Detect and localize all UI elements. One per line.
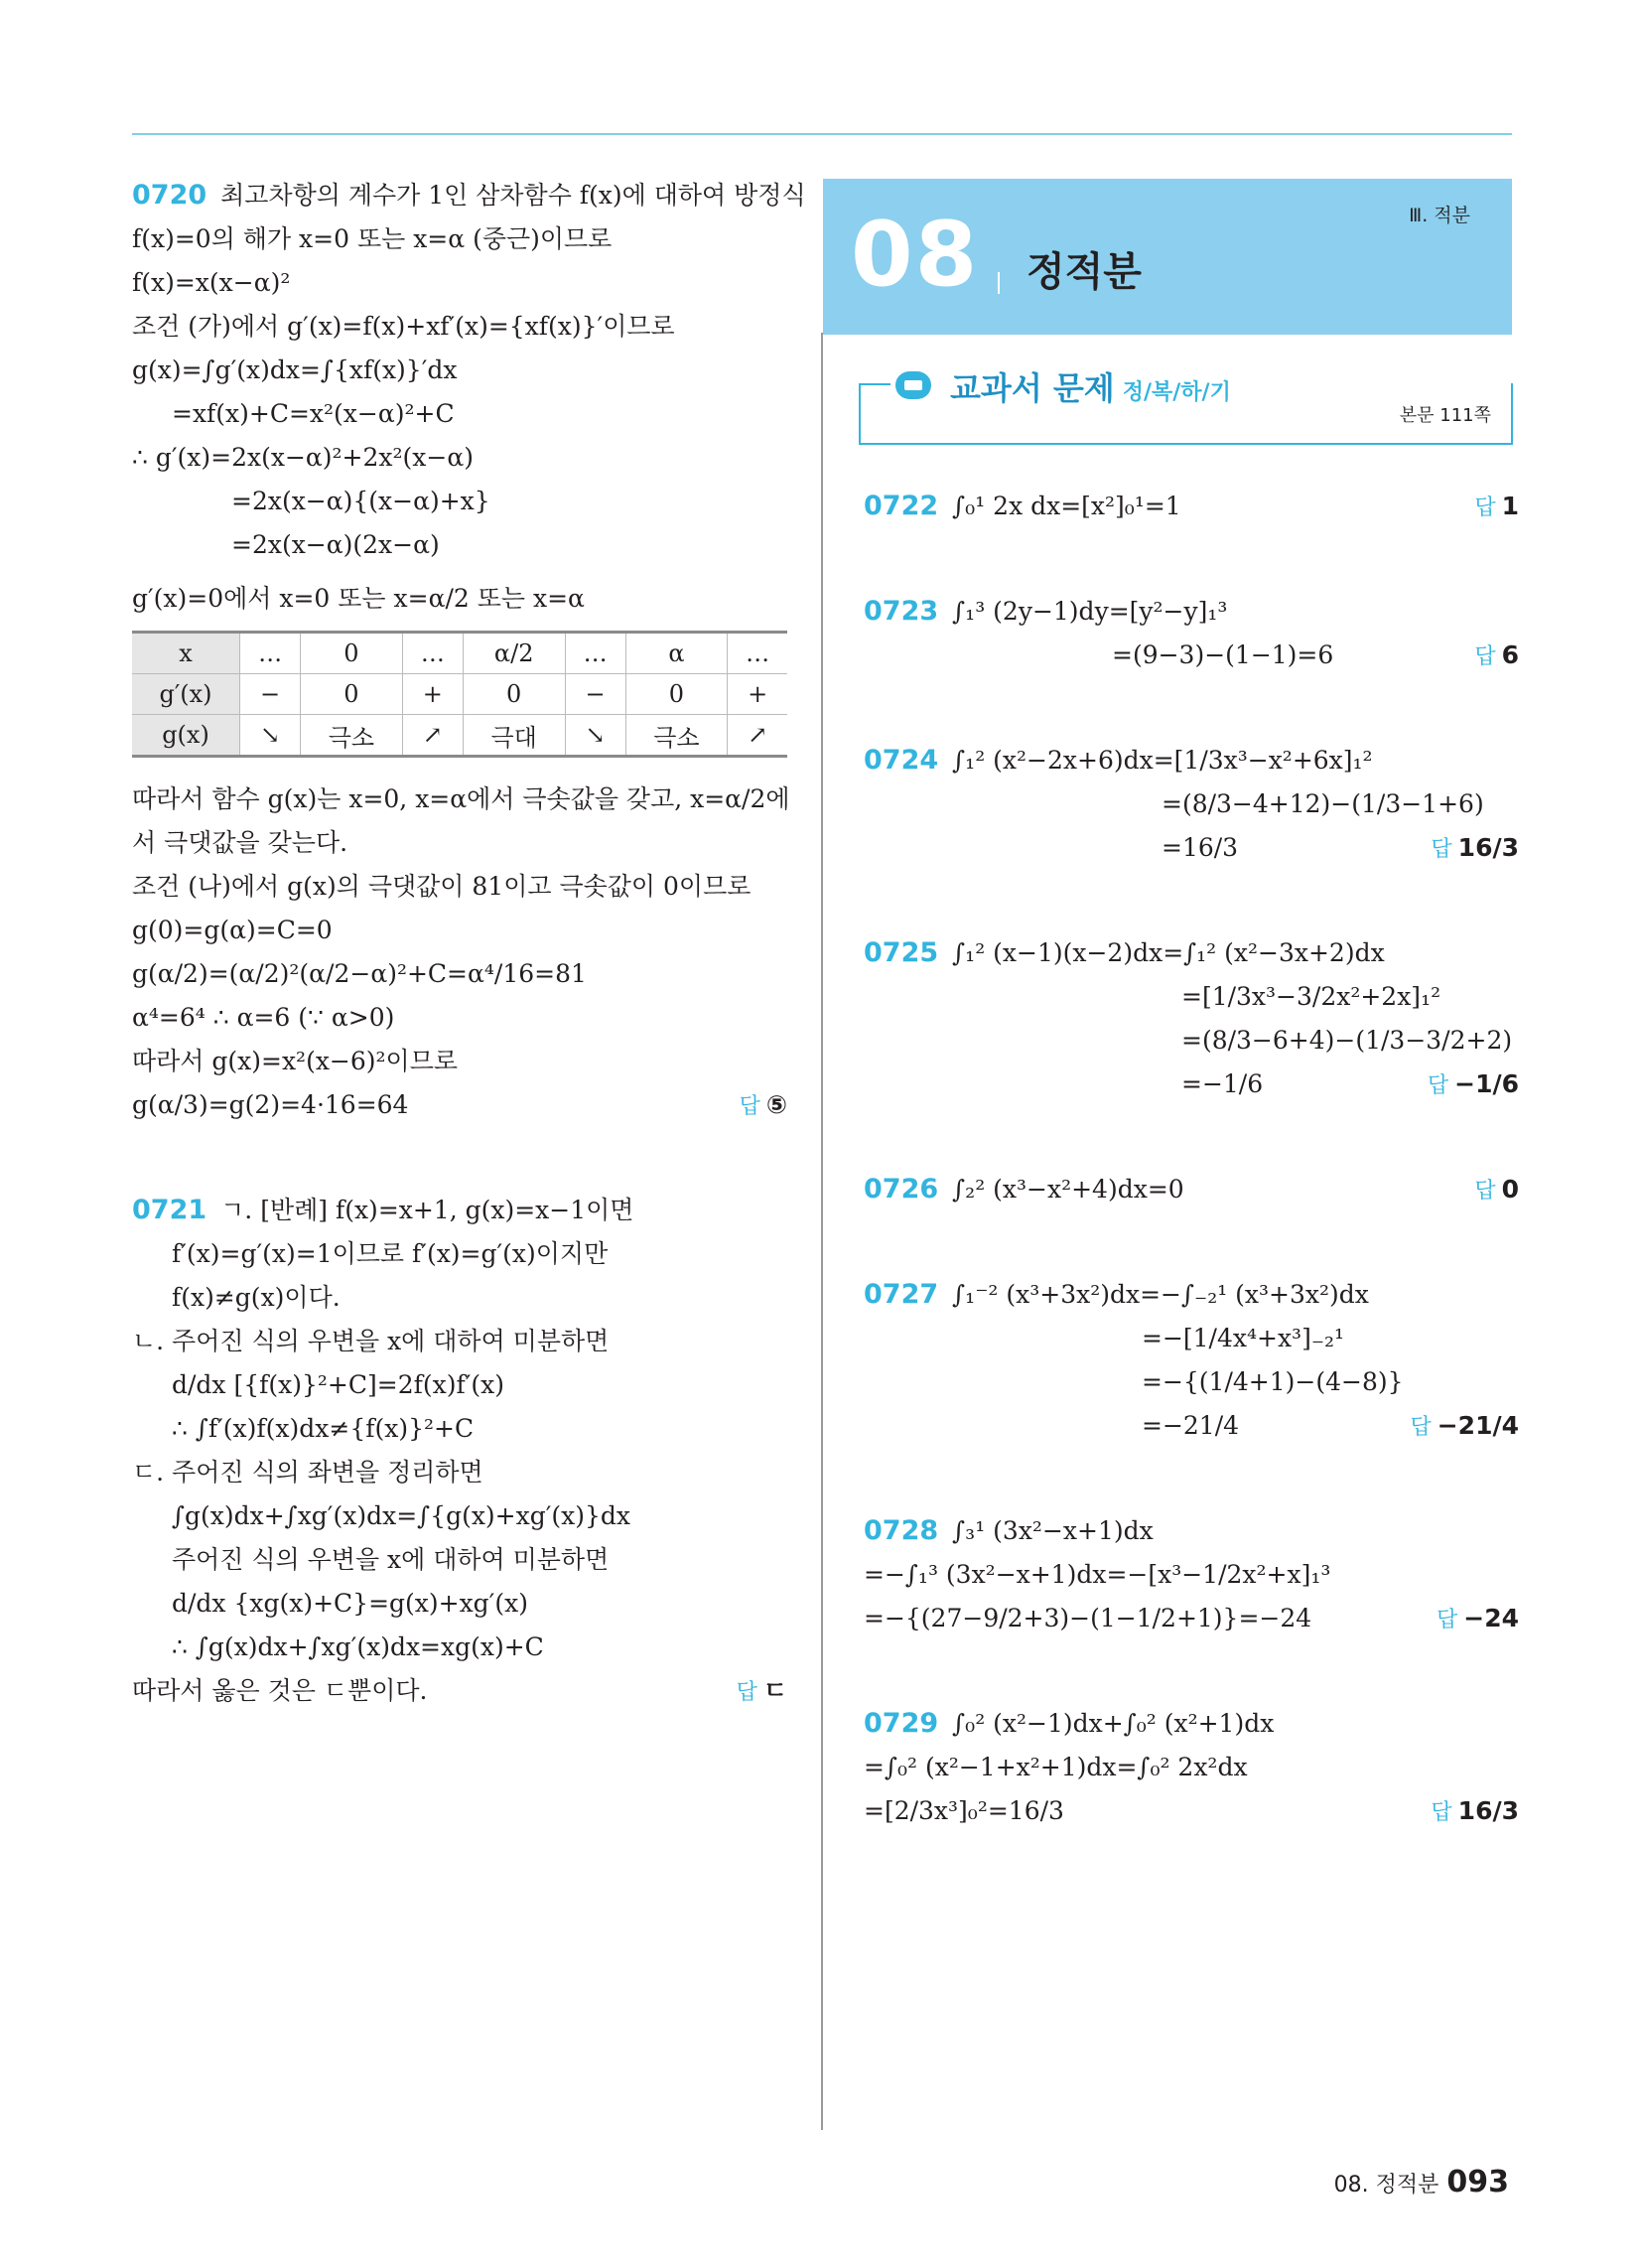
answer-value: 6 <box>1501 640 1519 669</box>
problem-line: ∫₁² (x²−2x+6)dx=[1/3x³−x²+6x]₁² <box>952 746 1373 775</box>
top-rule <box>132 133 1512 135</box>
table-cell: 극소 <box>625 715 728 757</box>
page-footer <box>1334 2165 1509 2199</box>
problem-line: ∴ g′(x)=2x(x−α)²+2x²(x−α) <box>132 443 474 472</box>
table-cell: 0 <box>301 633 403 674</box>
problem-line: ㄴ. 주어진 식의 우변을 x에 대하여 미분하면 <box>132 1327 610 1355</box>
problem-line: g′(x)=0에서 x=0 또는 x=α/2 또는 x=α <box>132 584 585 613</box>
problem-line: f′(x)=g′(x)=1이므로 f′(x)=g′(x)이지만 <box>172 1239 609 1268</box>
problem-line: 따라서 g(x)=x²(x−6)²이므로 <box>132 1047 459 1075</box>
problem-line: =∫₀² (x²−1+x²+1)dx=∫₀² 2x²dx <box>864 1753 1248 1781</box>
answer-value: 16/3 <box>1457 1796 1519 1825</box>
problem-line: 조건 (나)에서 g(x)의 극댓값이 81이고 극솟값이 0이므로 <box>132 872 752 901</box>
answer-label: 답 <box>1474 1179 1496 1204</box>
sign-table <box>132 631 787 758</box>
problem-line: =[1/3x³−3/2x²+2x]₁² <box>1181 982 1441 1011</box>
problem-number: 0726 <box>864 1174 939 1205</box>
answer <box>1410 1404 1519 1450</box>
problem-line: ∫g(x)dx+∫xg′(x)dx=∫{g(x)+xg′(x)}dx <box>172 1501 631 1530</box>
table-cell: ↗ <box>728 715 787 757</box>
problem-line: g(x)=∫g′(x)dx=∫{xf(x)}′dx <box>132 355 458 384</box>
chapter-title: 정적분 <box>1026 249 1142 295</box>
problem-0728 <box>864 1509 1519 1640</box>
table-cell: ↗ <box>402 715 463 757</box>
problem-0722 <box>864 485 1519 528</box>
table-cell: 0 <box>301 674 403 715</box>
problem-line: f(x)≠g(x)이다. <box>172 1283 341 1312</box>
problem-number: 0720 <box>132 180 207 211</box>
section-page-ref: 본문 111쪽 <box>1399 405 1491 426</box>
problem-0727 <box>864 1273 1519 1448</box>
problem-line: 조건 (가)에서 g′(x)=f(x)+xf′(x)={xf(x)}′이므로 <box>132 312 675 341</box>
problem-line: =−1/6 <box>1181 1069 1264 1098</box>
column-divider <box>821 333 823 2130</box>
problem-line: =−{(1/4+1)−(4−8)} <box>1142 1367 1404 1396</box>
table-row <box>132 633 787 674</box>
answer-value: 0 <box>1501 1175 1519 1204</box>
answer-value: 1 <box>1501 492 1519 520</box>
right-column <box>864 485 1519 1835</box>
problem-line: =(8/3−4+12)−(1/3−1+6) <box>1162 789 1484 818</box>
answer-label: 답 <box>1436 1608 1458 1632</box>
left-column <box>132 174 806 1715</box>
footer-chapter: 08. 정적분 <box>1333 2173 1439 2197</box>
table-row <box>132 674 787 715</box>
answer <box>1474 1168 1519 1213</box>
table-cell: g(x) <box>132 715 240 757</box>
problem-line: =[2/3x³]₀²=16/3 <box>864 1796 1064 1825</box>
answer <box>1437 1597 1519 1642</box>
table-cell: α <box>625 633 728 674</box>
answer <box>1428 1063 1519 1108</box>
problem-line: ㄱ. [반례] f(x)=x+1, g(x)=x−1이면 <box>220 1196 634 1224</box>
problem-number: 0721 <box>132 1195 207 1225</box>
answer-value: −21/4 <box>1437 1411 1519 1440</box>
problem-line: d/dx {xg(x)+C}=g(x)+xg′(x) <box>172 1589 528 1618</box>
answer-label: 답 <box>1474 644 1496 669</box>
chapter-separator <box>998 272 1000 294</box>
answer-label: 답 <box>736 1680 757 1705</box>
problem-line: =−[1/4x⁴+x³]₋₂¹ <box>1142 1324 1345 1352</box>
problem-line: =−∫₁³ (3x²−x+1)dx=−[x³−1/2x²+x]₁³ <box>864 1560 1331 1589</box>
problem-line: ∫₂² (x³−x²+4)dx=0 <box>952 1175 1184 1204</box>
problem-line: =(9−3)−(1−1)=6 <box>1112 640 1334 669</box>
table-cell: α/2 <box>463 633 565 674</box>
problem-0725 <box>864 931 1519 1106</box>
problem-line: g(α/2)=(α/2)²(α/2−α)²+C=α⁴/16=81 <box>132 959 587 988</box>
problem-line: ㄷ. 주어진 식의 좌변을 정리하면 <box>132 1458 483 1487</box>
table-cell: 0 <box>625 674 728 715</box>
section-subtitle: 정/복/하/기 <box>1122 380 1231 405</box>
problem-0724 <box>864 739 1519 870</box>
problem-line: 따라서 옳은 것은 ㄷ뿐이다. <box>132 1676 428 1705</box>
problem-line: 서 극댓값을 갖는다. <box>132 828 348 857</box>
problem-line: 주어진 식의 우변을 x에 대하여 미분하면 <box>172 1545 610 1574</box>
problem-0723 <box>864 590 1519 677</box>
problem-line: ∫₀² (x²−1)dx+∫₀² (x²+1)dx <box>952 1709 1275 1738</box>
answer <box>1431 1789 1519 1835</box>
page-number: 093 <box>1446 2165 1509 2199</box>
problem-0729 <box>864 1702 1519 1833</box>
problem-0721 <box>132 1189 787 1713</box>
problem-line: d/dx [{f(x)}²+C]=2f(x)f′(x) <box>172 1370 504 1399</box>
problem-line: =2x(x−α)(2x−α) <box>231 530 440 559</box>
chapter-number: 08 <box>851 203 980 307</box>
table-cell: 극소 <box>301 715 403 757</box>
problem-line: =−{(27−9/2+3)−(1−1/2+1)}=−24 <box>864 1604 1312 1632</box>
problem-line: =xf(x)+C=x²(x−α)²+C <box>172 399 455 428</box>
problem-line: ∫₃¹ (3x²−x+1)dx <box>952 1516 1154 1545</box>
answer-label: 답 <box>1427 1073 1449 1098</box>
problem-line: g(0)=g(α)=C=0 <box>132 916 333 944</box>
problem-number: 0729 <box>864 1708 939 1739</box>
table-cell: … <box>240 633 301 674</box>
table-cell: … <box>402 633 463 674</box>
problem-number: 0724 <box>864 745 939 776</box>
answer-value: −1/6 <box>1454 1069 1519 1098</box>
book-icon <box>895 371 931 399</box>
table-cell: − <box>240 674 301 715</box>
problem-line: α⁴=6⁴ ∴ α=6 (∵ α>0) <box>132 1003 395 1032</box>
problem-line: g(α/3)=g(2)=4·16=64 <box>132 1090 409 1119</box>
table-cell: ↘ <box>240 715 301 757</box>
answer-label: 답 <box>739 1094 760 1119</box>
problem-line: ∫₀¹ 2x dx=[x²]₀¹=1 <box>952 492 1181 520</box>
table-cell: 0 <box>463 674 565 715</box>
answer-label: 답 <box>1410 1415 1432 1440</box>
table-cell: 극대 <box>463 715 565 757</box>
answer <box>737 1669 787 1715</box>
answer-label: 답 <box>1431 1800 1452 1825</box>
answer-label: 답 <box>1431 837 1452 862</box>
answer-value: ⑤ <box>765 1090 787 1119</box>
answer <box>1431 826 1519 872</box>
table-cell: … <box>728 633 787 674</box>
problem-line: f(x)=x(x−α)² <box>132 268 291 297</box>
answer <box>1474 634 1519 679</box>
answer-label: 답 <box>1474 496 1496 520</box>
problem-line: =16/3 <box>1162 833 1239 862</box>
problem-line: ∴ ∫g(x)dx+∫xg′(x)dx=xg(x)+C <box>172 1632 544 1661</box>
table-cell: + <box>402 674 463 715</box>
problem-line: ∫₁³ (2y−1)dy=[y²−y]₁³ <box>952 597 1228 626</box>
table-row <box>132 715 787 757</box>
problem-0726 <box>864 1168 1519 1211</box>
problem-number: 0723 <box>864 596 939 627</box>
problem-number: 0722 <box>864 491 939 521</box>
problem-line: f(x)=0의 해가 x=0 또는 x=α (중근)이므로 <box>132 224 613 253</box>
problem-line: 따라서 함수 g(x)는 x=0, x=α에서 극솟값을 갖고, x=α/2에 <box>132 784 790 813</box>
problem-line: ∫₁⁻² (x³+3x²)dx=−∫₋₂¹ (x³+3x²)dx <box>952 1280 1369 1309</box>
problem-line: ∫₁² (x−1)(x−2)dx=∫₁² (x²−3x+2)dx <box>952 938 1385 967</box>
answer-value: −24 <box>1463 1604 1519 1632</box>
problem-0720 <box>132 174 806 1127</box>
problem-line: 최고차항의 계수가 1인 삼차함수 f(x)에 대하여 방정식 <box>220 181 806 210</box>
unit-label: Ⅲ. 적분 <box>1409 205 1470 226</box>
problem-number: 0725 <box>864 937 939 968</box>
table-cell: + <box>728 674 787 715</box>
answer-value: ㄷ <box>762 1676 787 1705</box>
chapter-banner <box>823 179 1512 335</box>
problem-line: ∴ ∫f′(x)f(x)dx≠{f(x)}²+C <box>172 1414 475 1443</box>
problem-line: =2x(x−α){(x−α)+x} <box>231 487 490 515</box>
problem-line: =(8/3−6+4)−(1/3−3/2+2) <box>1181 1026 1513 1055</box>
table-cell: − <box>565 674 625 715</box>
table-cell: ↘ <box>565 715 625 757</box>
answer <box>740 1083 787 1129</box>
answer <box>1474 485 1519 530</box>
problem-line: =−21/4 <box>1142 1411 1240 1440</box>
section-title: 교과서 문제 <box>950 369 1115 407</box>
answer-value: 16/3 <box>1457 833 1519 862</box>
problem-number: 0728 <box>864 1515 939 1546</box>
problem-number: 0727 <box>864 1279 939 1310</box>
table-cell: x <box>132 633 240 674</box>
section-header <box>859 369 1513 445</box>
table-cell: g′(x) <box>132 674 240 715</box>
table-cell: … <box>565 633 625 674</box>
